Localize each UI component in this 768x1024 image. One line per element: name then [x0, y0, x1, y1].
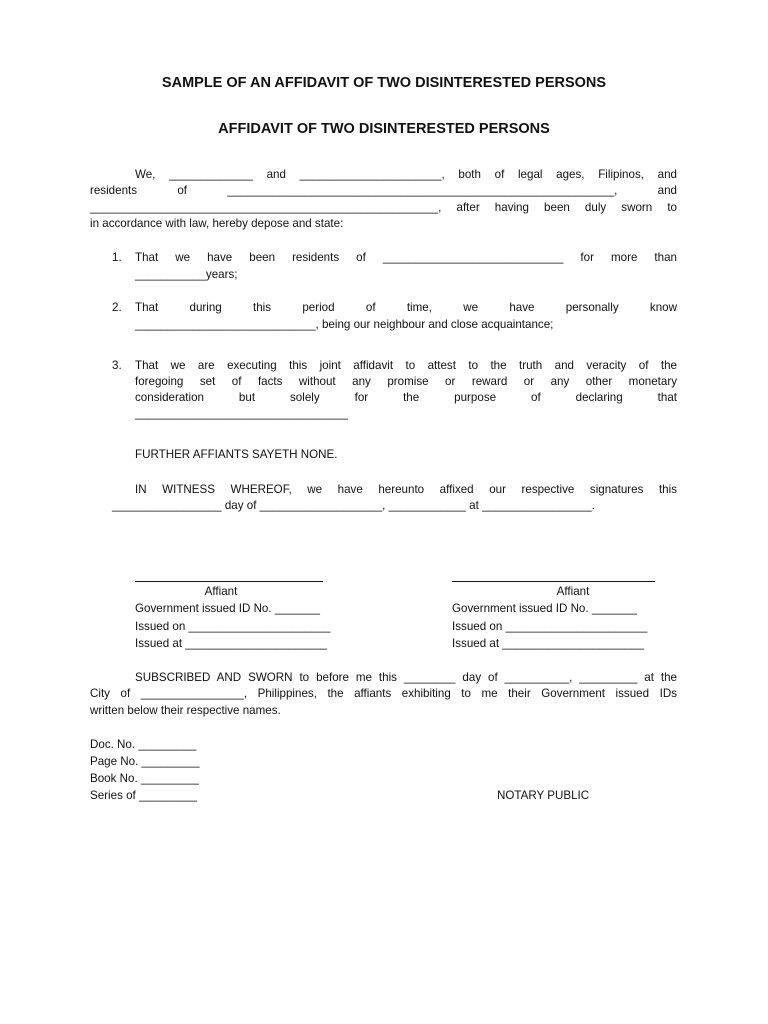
subscribed-line-3: written below their respective names. — [90, 704, 281, 717]
subscribed-line-1: SUBSCRIBED AND SWORN to before me this ________ day of __________, _________ at the — [135, 671, 677, 684]
book-number: Book No. _________ — [90, 772, 199, 785]
item-1-number: 1. — [112, 251, 122, 264]
affiant-2-signature-line — [452, 581, 655, 582]
intro-line-4: in accordance with law, hereby depose and state: — [90, 217, 344, 230]
item-3-line-4: _________________________________ — [135, 407, 348, 420]
document-title: SAMPLE OF AN AFFIDAVIT OF TWO DISINTERESTED PERSONS — [161, 75, 607, 91]
series-of: Series of _________ — [90, 789, 198, 802]
item-3-line-3: consideration but solely for the purpose of declaring that — [135, 391, 677, 404]
item-3-line-2: foregoing set of facts without any promise or reward or any other monetary — [135, 375, 677, 388]
affiant-2-id: Government issued ID No. _______ — [452, 602, 637, 615]
item-1-line-1: That we have been residents of ____________________________ for more than — [135, 251, 677, 264]
affiant-2-issued-at: Issued at ______________________ — [452, 637, 645, 650]
subscribed-line-2: City of ________________, Philippines, the affiants exhibiting to me their Government issued IDs — [90, 687, 677, 700]
intro-line-3: ______________________________________________________, after having been duly sworn to — [90, 201, 677, 214]
item-2-line-1: That during this period of time, we have personally know — [135, 301, 677, 314]
affiant-2-label: Affiant — [556, 585, 590, 598]
intro-line-1: We, _____________ and ______________________, both of legal ages, Filipinos, and — [135, 168, 677, 181]
item-1-line-2: ___________years; — [135, 268, 238, 281]
affiant-1-label: Affiant — [204, 585, 238, 598]
affiant-1-signature-line — [135, 581, 323, 582]
witness-line-2: _________________ day of ___________________, ____________ at _________________. — [112, 499, 595, 512]
intro-line-2: residents of ____________________________________________________________, and — [90, 184, 677, 197]
notary-public-label: NOTARY PUBLIC — [497, 789, 590, 802]
witness-line-1: IN WITNESS WHEREOF, we have hereunto affixed our respective signatures this — [135, 483, 677, 496]
item-2-line-2: ____________________________, being our neighbour and close acquaintance; — [135, 318, 554, 331]
affiant-1-issued-at: Issued at ______________________ — [135, 637, 328, 650]
item-3-number: 3. — [112, 359, 122, 372]
doc-number: Doc. No. _________ — [90, 738, 197, 751]
page-number: Page No. _________ — [90, 755, 200, 768]
item-3-line-1: That we are executing this joint affidavit to attest to the truth and veracity of the — [135, 359, 677, 372]
affiant-1-issued-on: Issued on ______________________ — [135, 620, 331, 633]
item-2-number: 2. — [112, 301, 122, 314]
affiant-1-id: Government issued ID No. _______ — [135, 602, 320, 615]
further-affiants: FURTHER AFFIANTS SAYETH NONE. — [135, 448, 338, 461]
affiant-2-issued-on: Issued on ______________________ — [452, 620, 648, 633]
affidavit-heading: AFFIDAVIT OF TWO DISINTERESTED PERSONS — [218, 121, 550, 137]
